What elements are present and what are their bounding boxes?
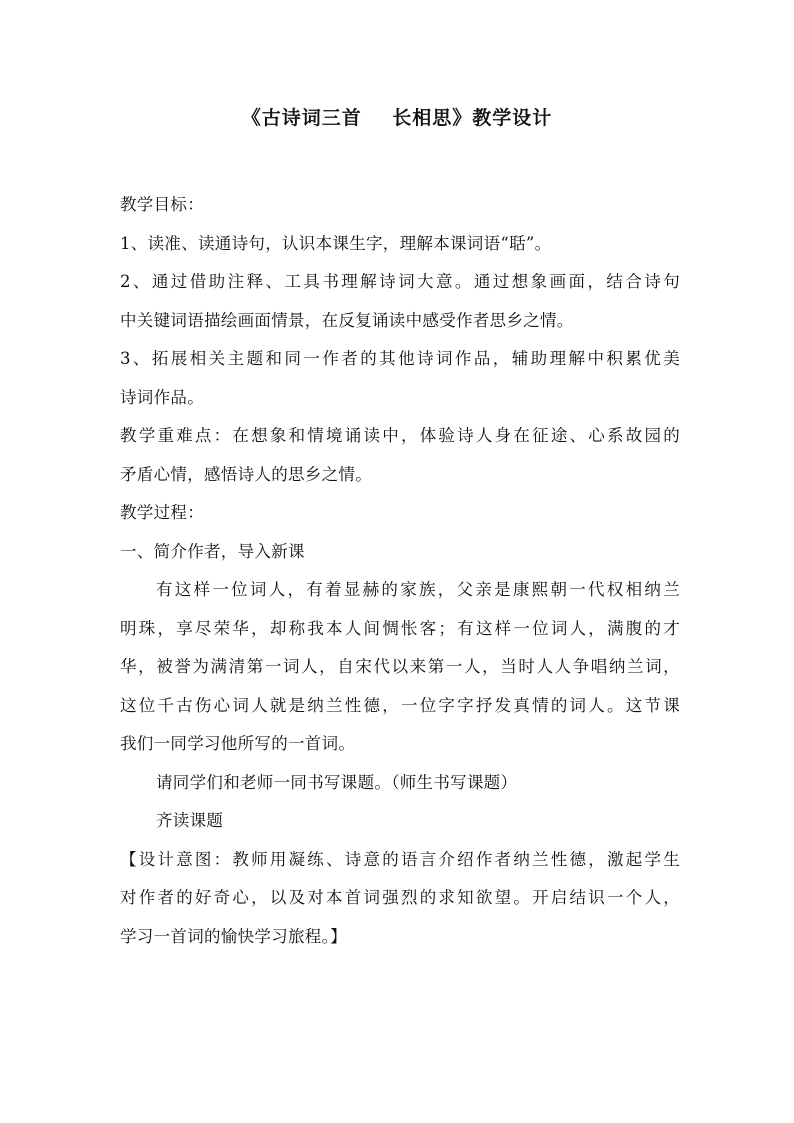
design-intent-line-2: 对作者的好奇心，以及对本首词强烈的求知欲望。开启结识一个人，: [120, 888, 680, 907]
objective-1: 1、读准、读通诗句，认识本课生字，理解本课词语“聒”。: [120, 233, 552, 253]
write-title-instruction: 请同学们和老师一同书写课题。（师生书写课题）: [156, 772, 518, 792]
intro-paragraph-line-2: 明珠，享尽荣华，却称我本人间惆怅客；有这样一位词人，满腹的才: [120, 618, 680, 638]
intro-paragraph-line-4: 这位千古伤心词人就是纳兰性德，一位字字抒发真情的词人。这节课: [120, 695, 680, 715]
section-heading-objectives: 教学目标：: [120, 195, 204, 214]
document-title: 《古诗词三首 长相思》教学设计: [241, 107, 553, 129]
design-intent-line-1: 【设计意图：教师用凝练、诗意的语言介绍作者纳兰性德，激起学生: [120, 849, 680, 869]
key-difficulty-line-1: 教学重难点：在想象和情境诵读中，体验诗人身在征途、心系故园的: [120, 426, 680, 445]
key-difficulty-line-2: 矛盾心情，感悟诗人的思乡之情。: [120, 464, 372, 484]
design-intent-line-3: 学习一首词的愉快学习旅程。】: [120, 926, 347, 946]
objective-2-line-2: 中关键词语描绘画面情景，在反复诵读中感受作者思乡之情。: [120, 310, 574, 330]
objective-2-line-1: 2、通过借助注释、工具书理解诗词大意。通过想象画面，结合诗句: [120, 272, 680, 291]
document-body: [120, 186, 680, 956]
objective-3-line-1: 3、拓展相关主题和同一作者的其他诗词作品，辅助理解中积累优美: [120, 349, 680, 368]
process-step-1-heading: 一、简介作者，导入新课: [120, 541, 305, 561]
intro-paragraph-line-3: 华，被誉为满清第一词人，自宋代以来第一人，当时人人争唱纳兰词，: [120, 657, 680, 676]
intro-paragraph-line-5: 我们一同学习他所写的一首词。: [120, 734, 356, 753]
read-title-instruction: 齐读课题: [156, 811, 224, 830]
intro-paragraph-line-1: 有这样一位词人，有着显赫的家族，父亲是康熙朝一代权相纳兰: [156, 580, 680, 599]
objective-3-line-2: 诗词作品。: [120, 387, 204, 407]
section-heading-process: 教学过程：: [120, 503, 204, 522]
